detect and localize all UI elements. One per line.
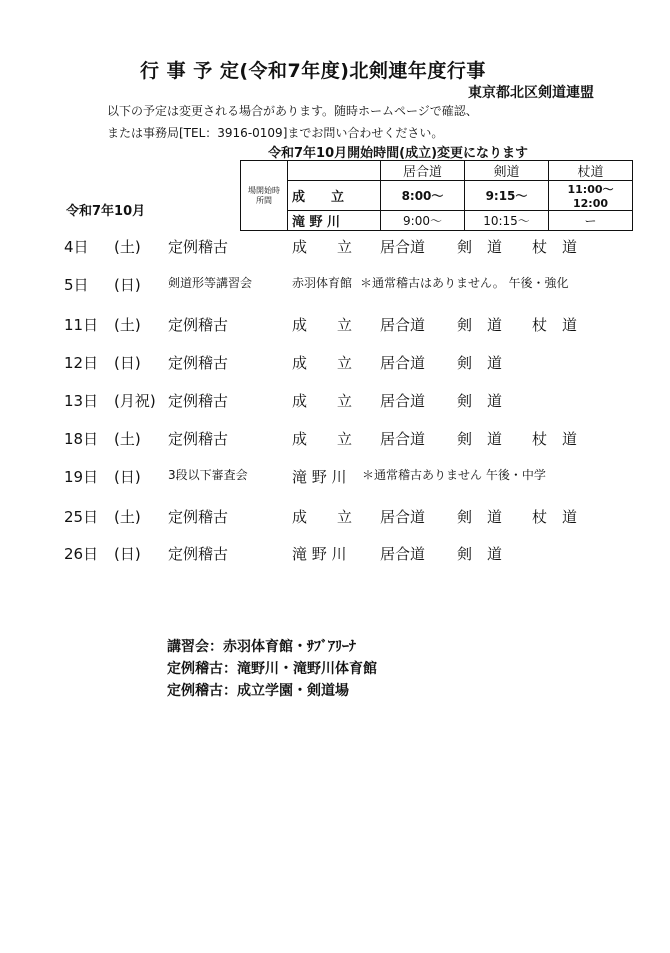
schedule-iai: 居合道 [380, 316, 426, 334]
schedule-row [64, 314, 624, 338]
schedule-iai: 居合道 [380, 238, 426, 256]
time-table-corner-label: 場開始時所間 [241, 161, 288, 231]
time-table-cell: 9:00～ [381, 211, 465, 231]
month-label: 令和7年10月 [66, 204, 146, 219]
schedule-event: 定例稽古 [168, 238, 229, 256]
time-table-row [241, 181, 633, 211]
schedule-row [64, 352, 624, 376]
schedule-day: 11日 [64, 316, 99, 334]
schedule-venue: 赤羽体育館 [292, 276, 353, 290]
schedule-venue: 成 立 [292, 508, 353, 526]
schedule-day: 4日 [64, 238, 89, 256]
schedule-venue: 成 立 [292, 430, 353, 448]
schedule-weekday: (土) [114, 430, 141, 448]
schedule-kendo: 剣 道 [457, 508, 503, 526]
time-table-col-jodo: 杖道 [549, 161, 633, 181]
schedule-weekday: (日) [114, 468, 141, 486]
schedule-event: 定例稽古 [168, 508, 229, 526]
schedule-day: 5日 [64, 276, 89, 294]
time-table-venue: 成 立 [288, 181, 381, 211]
schedule-iai: 居合道 [380, 545, 426, 563]
schedule-row [64, 274, 624, 298]
schedule-kendo: 剣 道 [457, 238, 503, 256]
notice-line-2: または事務局[TEL：3916-0109]までお問い合わせください。 [107, 126, 444, 140]
schedule-row [64, 506, 624, 530]
schedule-event: 定例稽古 [168, 392, 229, 410]
footer-practice-venue-seiritsu: 定例稽古：成立学園・剣道場 [167, 683, 349, 699]
schedule-kendo: 剣 道 [457, 316, 503, 334]
schedule-day: 19日 [64, 468, 99, 486]
schedule-jodo: 杖 道 [532, 316, 578, 334]
time-table-cell: 8:00～ [381, 181, 465, 211]
time-table-row [241, 211, 633, 231]
schedule-venue: 滝 野 川 [292, 545, 347, 563]
time-table-cell: 10:15～ [465, 211, 549, 231]
schedule-event: 定例稽古 [168, 430, 229, 448]
schedule-kendo: 剣 道 [457, 392, 503, 410]
schedule-row [64, 466, 624, 490]
change-notice: 令和7年10月開始時間(成立)変更になります [268, 146, 529, 161]
schedule-jodo: 杖 道 [532, 430, 578, 448]
time-table-cell: ー [549, 211, 633, 231]
time-table-cell: 11:00～12:00 [549, 181, 633, 211]
schedule-weekday: (日) [114, 276, 141, 294]
schedule-day: 12日 [64, 354, 99, 372]
time-table-venue: 滝 野 川 [288, 211, 381, 231]
schedule-weekday: (日) [114, 354, 141, 372]
organization-name: 東京都北区剣道連盟 [468, 85, 594, 101]
page-title: 行 事 予 定(令和7年度)北剣連年度行事 [140, 60, 486, 82]
time-table-col-iai: 居合道 [381, 161, 465, 181]
schedule-weekday: (土) [114, 316, 141, 334]
schedule-row [64, 428, 624, 452]
schedule-event: 定例稽古 [168, 316, 229, 334]
schedule-iai: 居合道 [380, 430, 426, 448]
time-table-cell: 9:15～ [465, 181, 549, 211]
schedule-row [64, 236, 624, 260]
schedule-kendo: 剣 道 [457, 545, 503, 563]
schedule-event: 3段以下審査会 [168, 468, 248, 482]
schedule-day: 25日 [64, 508, 99, 526]
schedule-extra-note: ＊通常稽古ありません 午後・中学 [362, 468, 546, 482]
notice-line-1: 以下の予定は変更される場合があります。随時ホームページで確認、 [107, 104, 478, 118]
schedule-venue: 成 立 [292, 392, 353, 410]
start-time-table [240, 160, 633, 231]
schedule-venue: 成 立 [292, 316, 353, 334]
schedule-venue: 成 立 [292, 238, 353, 256]
schedule-venue: 滝 野 川 [292, 468, 347, 486]
schedule-kendo: 剣 道 [457, 430, 503, 448]
schedule-row [64, 543, 624, 567]
schedule-weekday: (月祝) [114, 392, 156, 410]
schedule-iai: 居合道 [380, 508, 426, 526]
schedule-day: 18日 [64, 430, 99, 448]
time-table-venue-header [288, 161, 381, 181]
schedule-weekday: (日) [114, 545, 141, 563]
footer-seminar-venue: 講習会：赤羽体育館・ｻﾌﾞｱﾘｰﾅ [167, 639, 356, 655]
schedule-row [64, 390, 624, 414]
time-table-header-row [241, 161, 633, 181]
schedule-jodo: 杖 道 [532, 508, 578, 526]
schedule-day: 26日 [64, 545, 99, 563]
schedule-day: 13日 [64, 392, 99, 410]
schedule-event: 剣道形等講習会 [168, 276, 253, 290]
schedule-event: 定例稽古 [168, 545, 229, 563]
schedule-weekday: (土) [114, 508, 141, 526]
time-table-col-kendo: 剣道 [465, 161, 549, 181]
schedule-extra-note: ＊通常稽古はありません。 午後・強化 [360, 276, 569, 290]
footer-practice-venue-takinogawa: 定例稽古：滝野川・滝野川体育館 [167, 661, 377, 677]
schedule-event: 定例稽古 [168, 354, 229, 372]
schedule-venue: 成 立 [292, 354, 353, 372]
schedule-iai: 居合道 [380, 354, 426, 372]
schedule-jodo: 杖 道 [532, 238, 578, 256]
schedule-iai: 居合道 [380, 392, 426, 410]
schedule-weekday: (土) [114, 238, 141, 256]
schedule-kendo: 剣 道 [457, 354, 503, 372]
